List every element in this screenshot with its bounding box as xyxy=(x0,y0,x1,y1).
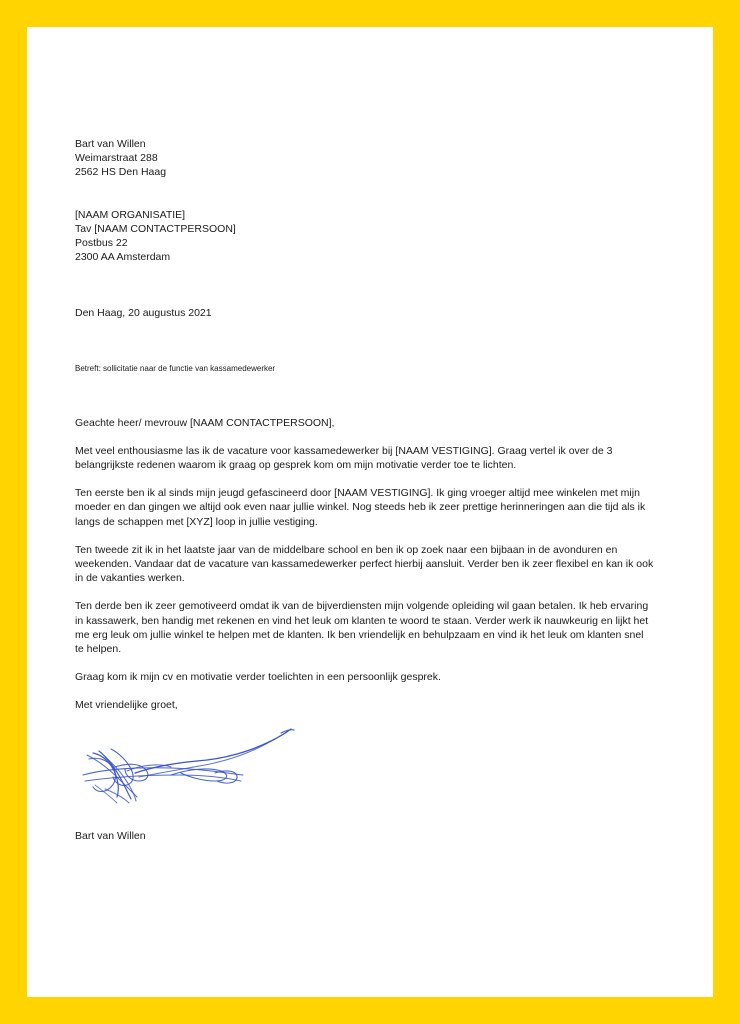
sender-city: 2562 HS Den Haag xyxy=(75,166,167,179)
spacer-p4-p5 xyxy=(75,656,655,670)
recipient-address-block xyxy=(75,208,655,265)
letter-content xyxy=(75,137,655,843)
spacer-before-subject xyxy=(75,321,655,363)
closing-line: Met vriendelijke groet, xyxy=(75,699,178,712)
date-line: Den Haag, 20 augustus 2021 xyxy=(75,307,212,320)
spacer-before-salutation xyxy=(75,374,655,416)
spacer-after-sender xyxy=(75,180,655,208)
recipient-organisation: [NAAM ORGANISATIE] xyxy=(75,208,186,221)
recipient-city: 2300 AA Amsterdam xyxy=(75,251,171,264)
body-paragraph-2: Ten eerste ben ik al sinds mijn jeugd gefascineerd door [NAAM VESTIGING]. Ik ging vroeger altijd mee winkelen met mijn moeder en dan gingen we altijd ook even naar jullie winkel. Nog steeds heb ik zeer prettige herinneringen aan die tijd als ik langs de schappen met [XYZ] loop in jullie vestiging. xyxy=(75,487,646,528)
sender-street: Weimarstraat 288 xyxy=(75,152,158,165)
spacer-p1-p2 xyxy=(75,472,655,486)
body-paragraph-5: Graag kom ik mijn cv en motivatie verder toelichten in een persoonlijk gesprek. xyxy=(75,671,441,684)
spacer-before-closing xyxy=(75,684,655,698)
recipient-attention: Tav [NAAM CONTACTPERSOON] xyxy=(75,222,236,235)
body-paragraph-3: Ten tweede zit ik in het laatste jaar van de middelbare school en ben ik op zoek naar een bijbaan in de avonduren en weekenden. Vandaar dat de vacature van kassamedewerker perfect hierbij aansluit. Verder ben ik zeer flexibel en kan ik ook in de vakanties werken. xyxy=(75,543,654,585)
letter-page xyxy=(27,27,713,997)
spacer-p3-p4 xyxy=(75,585,655,599)
salutation: Geachte heer/ mevrouw [NAAM CONTACTPERSOON], xyxy=(75,416,335,429)
recipient-po-box: Postbus 22 xyxy=(75,237,128,250)
sender-name: Bart van Willen xyxy=(75,138,146,150)
spacer-before-date xyxy=(75,264,655,306)
subject-line: Betreft: sollicitatie naar de functie van kassamedewerker xyxy=(75,363,276,373)
handwritten-signature xyxy=(75,723,305,809)
sender-address-block xyxy=(75,137,655,180)
body-paragraph-4: Ten derde ben ik zeer gemotiveerd omdat ik van de bijverdiensten mijn volgende opleiding wil gaan betalen. Ik heb ervaring in kassawerk, ben handig met rekenen en vind het leuk om klanten te woord te staan. Verder werk ik nauwkeurig en lijkt het me erg leuk om jullie winkel te helpen met de klanten. Ik ben vriendelijk en behulpzaam en vind ik het leuk om klanten snel te helpen. xyxy=(75,600,649,656)
body-paragraph-1: Met veel enthousiasme las ik de vacature voor kassamedewerker bij [NAAM VESTIGING]. Graag vertel ik over de 3 belangrijkste redenen waarom ik graag op gesprek kom om mijn motivatie verder toe te lichten. xyxy=(75,444,613,472)
spacer-p2-p3 xyxy=(75,529,655,543)
spacer-salutation-body xyxy=(75,430,655,444)
signature-name: Bart van Willen xyxy=(75,829,146,842)
